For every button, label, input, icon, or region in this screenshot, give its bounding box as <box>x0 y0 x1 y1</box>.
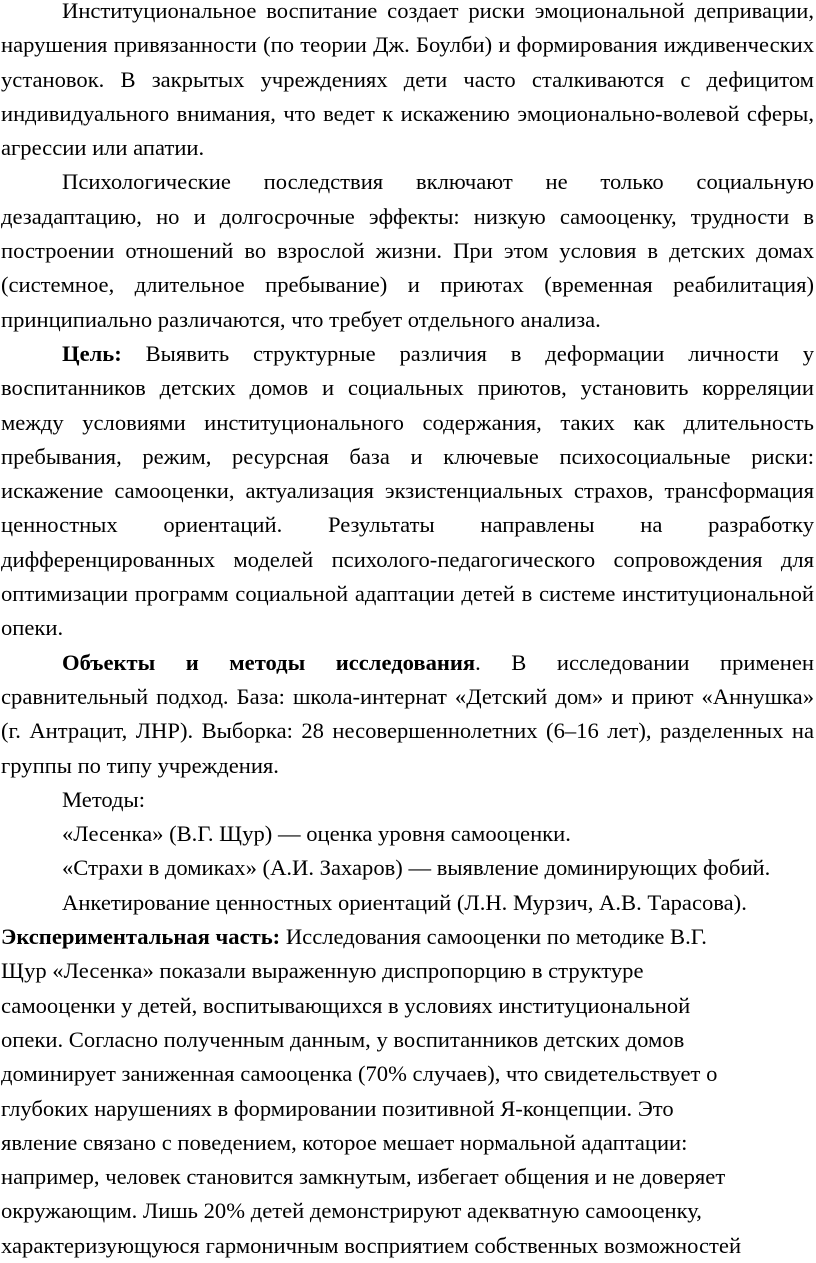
experimental-line: Щур «Лесенка» показали выраженную диспропорцию в структуре <box>1 958 644 984</box>
methods-heading: Методы: <box>62 786 145 812</box>
paragraph-goal <box>1 337 814 646</box>
paragraph-consequences: Психологические последствия включают не только социальную дезадаптацию, но и долгосрочные эффекты: низкую самооценку, трудности в построении отношений во взрослой жизни. При этом условия в детских домах (системное, длительное пребывание) и приютах (временная реабилитация) принципиально различаются, что требует отдельного анализа. <box>1 169 814 332</box>
experimental-line: Исследования самооценки по методике В.Г. <box>280 924 707 950</box>
experimental-line: явление связано с поведением, которое мешает нормальной адаптации: <box>1 1129 688 1155</box>
experimental-line: характеризующуюся гармоничным восприятием собственных возможностей <box>1 1232 742 1258</box>
method-item-lesenka: «Лесенка» (В.Г. Щур) — оценка уровня самооценки. <box>62 821 571 847</box>
experimental-line: глубоких нарушениях в формировании позитивной Я-концепции. Это <box>1 1095 674 1121</box>
experimental-line: например, человек становится замкнутым, избегает общения и не доверяет <box>1 1164 726 1190</box>
goal-text: Выявить структурные различия в деформации личности у воспитанников детских домов и социальных приютов, установить корреляции между условиями институционального содержания, таких как длительность пребывания, режим, ресурсная база и ключевые психосоциальные риски: искажение самооценки, актуализация экзистенциальных страхов, трансформация ценностных ориентаций. Результаты направлены на разработку дифференцированных моделей психолого-педагогического сопровождения для оптимизации программ социальной адаптации детей в системе институциональной опеки. <box>1 340 814 641</box>
method-item-survey: Анкетирование ценностных ориентаций (Л.Н. Мурзич, А.В. Тарасова). <box>62 889 747 915</box>
goal-label: Цель: <box>62 340 122 366</box>
document-body <box>1 0 814 1263</box>
experimental-line: самооценки у детей, воспитывающихся в условиях институциональной <box>1 992 691 1018</box>
objects-methods-text: . В исследовании применен сравнительный подход. База: школа-интернат «Детский дом» и приют «Аннушка» (г. Антрацит, ЛНР). Выборка: 28 несовершеннолетних (6–16 лет), разделенных на группы по типу учреждения. <box>1 649 814 778</box>
objects-methods-label: Объекты и методы исследования <box>62 649 476 675</box>
experimental-label: Экспериментальная часть: <box>1 924 281 950</box>
method-item-fears: «Страхи в домиках» (А.И. Захаров) — выявление доминирующих фобий. <box>62 855 771 881</box>
paragraph-intro: Институциональное воспитание создает риски эмоциональной депривации, нарушения привязанности (по теории Дж. Боулби) и формирования иждивенческих установок. В закрытых учреждениях дети часто сталкиваются с дефицитом индивидуального внимания, что ведет к искажению эмоционально-волевой сферы, агрессии или апатии. <box>1 0 814 161</box>
experimental-line: окружающим. Лишь 20% детей демонстрируют адекватную самооценку, <box>1 1198 702 1224</box>
experimental-line: доминирует заниженная самооценка (70% случаев), что свидетельствует о <box>1 1061 718 1087</box>
experimental-line: опеки. Согласно полученным данным, у воспитанников детских домов <box>1 1026 685 1052</box>
paragraph-objects-methods <box>1 646 814 783</box>
paragraph-experimental <box>1 920 814 1263</box>
